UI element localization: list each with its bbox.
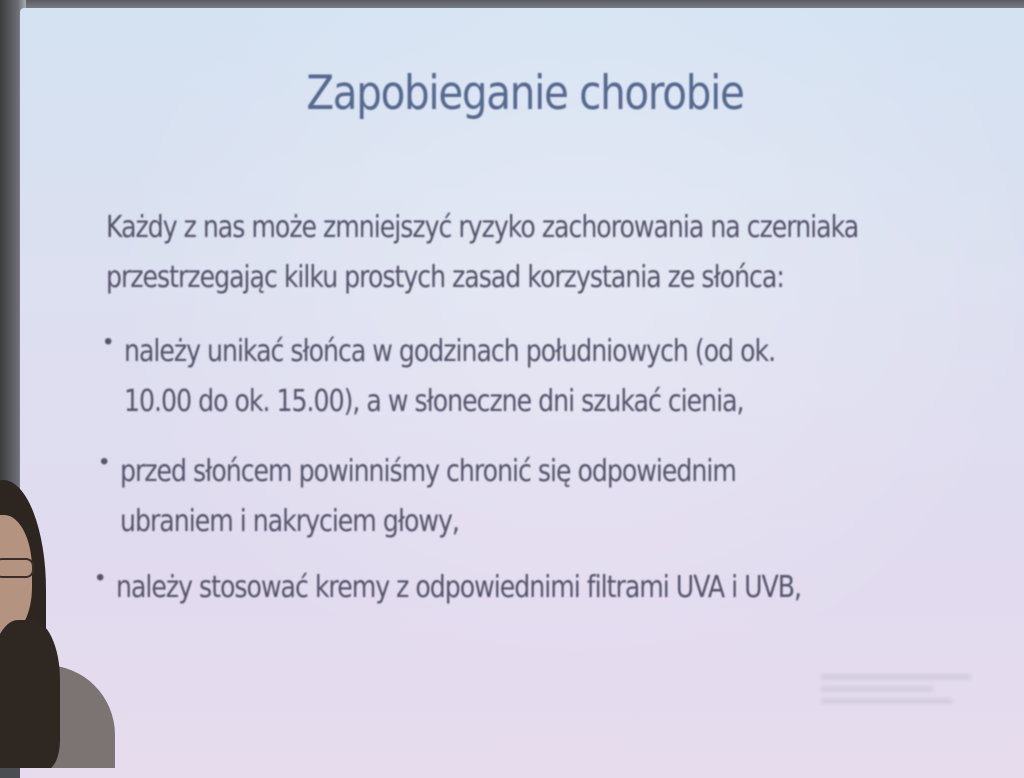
bullet-3-line-1: należy stosować kremy z odpowiednimi filtrami UVA i UVB,	[116, 570, 802, 605]
intro-line-1: Każdy z nas może zmniejszyć ryzyko zachorowania na czerniaka	[106, 210, 859, 245]
bullet-2-line-2: ubraniem i nakryciem głowy,	[120, 504, 459, 539]
glasses-icon	[0, 558, 34, 578]
presenter-person	[0, 470, 120, 768]
slide-title: Zapobieganie chorobie	[306, 66, 744, 121]
bullet-marker-3: •	[96, 564, 105, 591]
faint-watermark	[820, 668, 1010, 728]
projection-screen	[20, 8, 1024, 778]
bullet-1-line-1: należy unikać słońca w godzinach południowych (od ok.	[124, 334, 776, 369]
bullet-marker-2: •	[100, 448, 109, 475]
bullet-2-line-1: przed słońcem powinniśmy chronić się odpowiednim	[120, 454, 736, 489]
presenter-hair-lower	[0, 620, 60, 768]
intro-line-2: przestrzegając kilku prostych zasad korzystania ze słońca:	[106, 260, 784, 295]
bullet-marker-1: •	[104, 328, 113, 355]
bullet-1-line-2: 10.00 do ok. 15.00), a w słoneczne dni szukać cienia,	[124, 384, 744, 419]
